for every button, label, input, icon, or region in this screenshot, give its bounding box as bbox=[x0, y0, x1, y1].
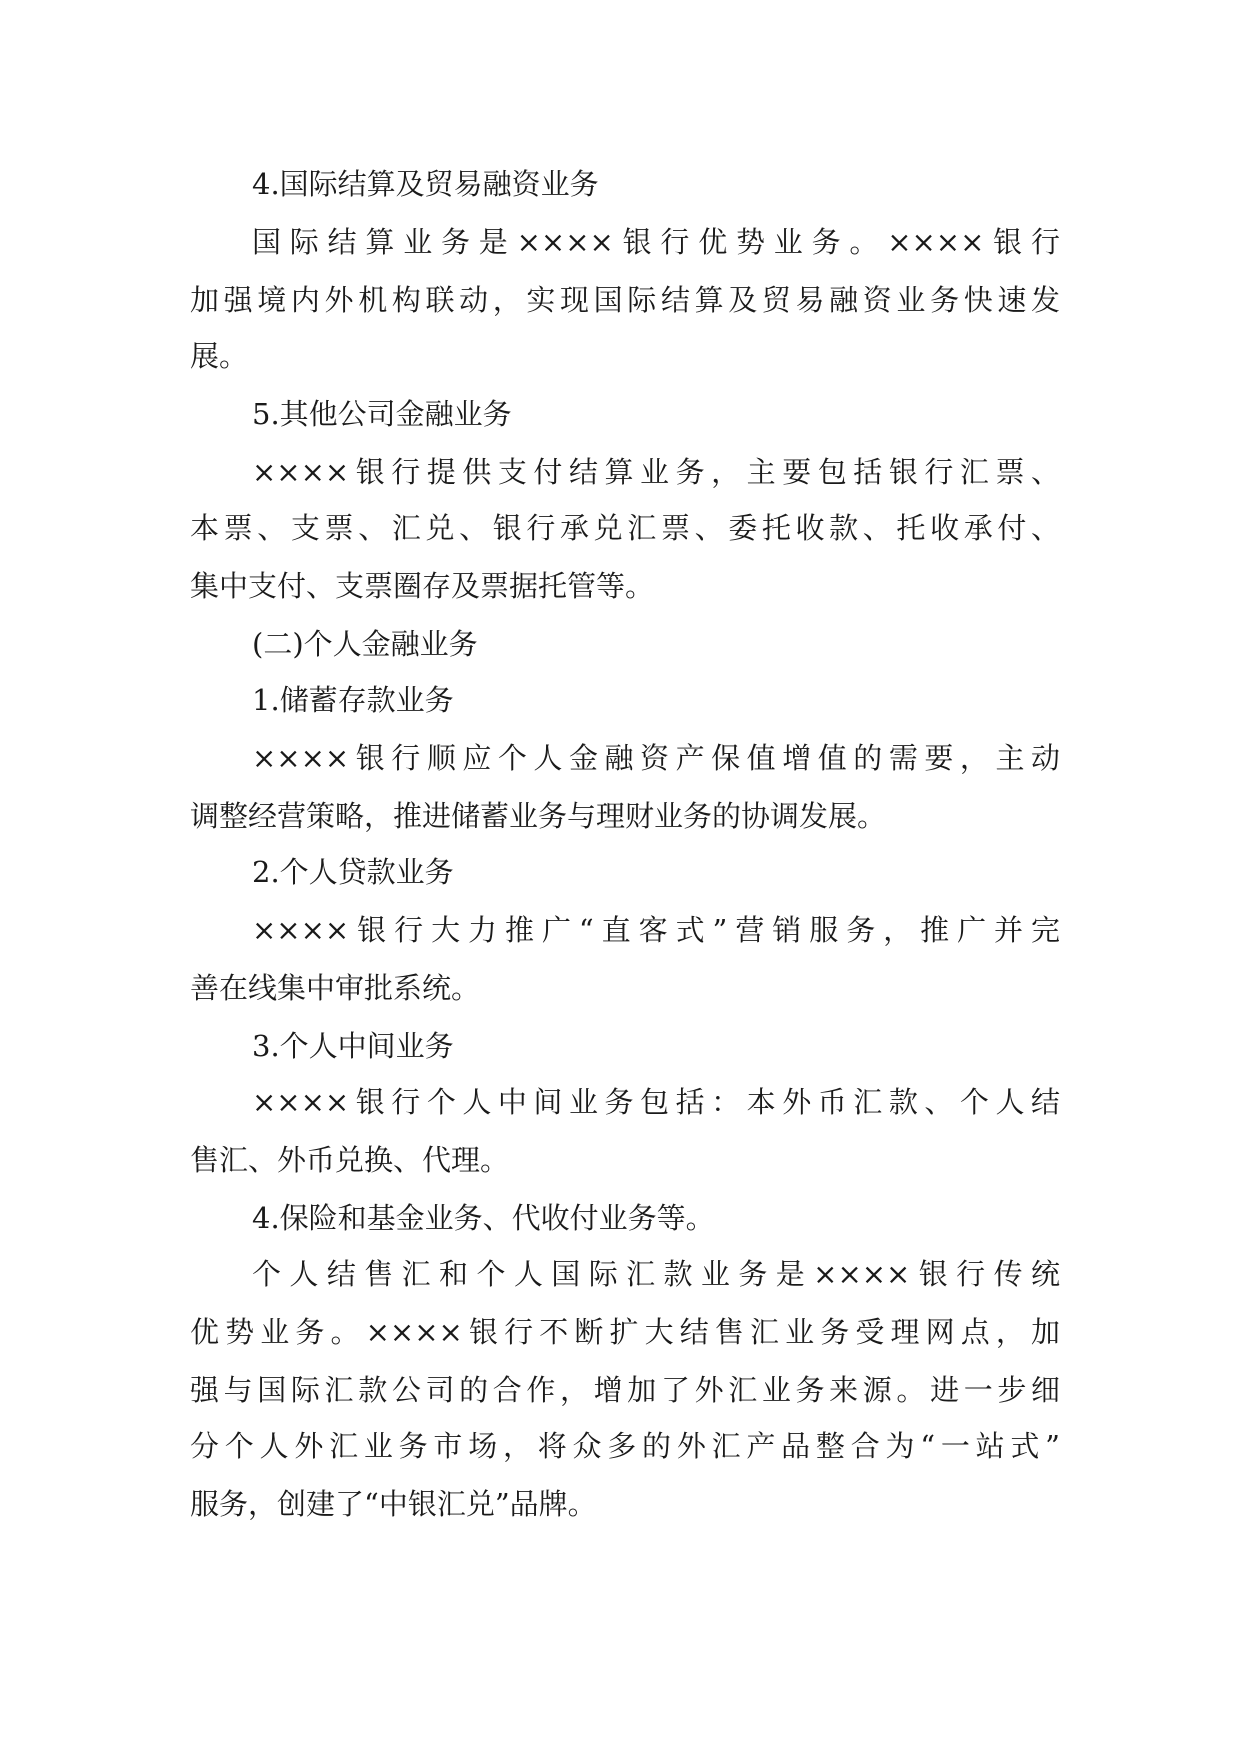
heading-insurance-funds: 4.保险和基金业务、代收付业务等。 bbox=[252, 1201, 715, 1235]
paragraph-line: ××××银行提供支付结算业务，主要包括银行汇票、 bbox=[252, 455, 1060, 489]
heading-personal-loans: 2.个人贷款业务 bbox=[252, 855, 454, 889]
paragraph-line: 展。 bbox=[190, 339, 249, 373]
paragraph-line: 加强境内外机构联动，实现国际结算及贸易融资业务快速发 bbox=[190, 283, 1060, 317]
heading-personal-finance: (二)个人金融业务 bbox=[252, 627, 478, 661]
paragraph-line: 分个人外汇业务市场，将众多的外汇产品整合为“一站式” bbox=[190, 1429, 1060, 1463]
paragraph-line: 国际结算业务是××××银行优势业务。××××银行 bbox=[252, 225, 1060, 259]
paragraph-line: ××××银行顺应个人金融资产保值增值的需要，主动 bbox=[252, 741, 1060, 775]
paragraph-line: 本票、支票、汇兑、银行承兑汇票、委托收款、托收承付、 bbox=[190, 511, 1060, 545]
paragraph-line: 强与国际汇款公司的合作，增加了外汇业务来源。进一步细 bbox=[190, 1373, 1060, 1407]
paragraph-line: 售汇、外币兑换、代理。 bbox=[190, 1143, 510, 1177]
heading-international-settlement: 4.国际结算及贸易融资业务 bbox=[252, 167, 599, 201]
paragraph-line: 个人结售汇和个人国际汇款业务是××××银行传统 bbox=[252, 1257, 1060, 1291]
heading-personal-intermediary: 3.个人中间业务 bbox=[252, 1029, 454, 1063]
paragraph-line: ××××银行个人中间业务包括：本外币汇款、个人结 bbox=[252, 1085, 1060, 1119]
heading-savings-deposits: 1.储蓄存款业务 bbox=[252, 683, 454, 717]
paragraph-line: 集中支付、支票圈存及票据托管等。 bbox=[190, 569, 655, 603]
paragraph-line: ××××银行大力推广“直客式”营销服务，推广并完 bbox=[252, 913, 1060, 947]
heading-other-corporate-finance: 5.其他公司金融业务 bbox=[252, 397, 512, 431]
paragraph-line: 调整经营策略，推进储蓄业务与理财业务的协调发展。 bbox=[190, 799, 887, 833]
paragraph-line: 优势业务。××××银行不断扩大结售汇业务受理网点，加 bbox=[190, 1315, 1060, 1349]
paragraph-line: 服务，创建了“中银汇兑”品牌。 bbox=[190, 1487, 597, 1521]
paragraph-line: 善在线集中审批系统。 bbox=[190, 971, 481, 1005]
